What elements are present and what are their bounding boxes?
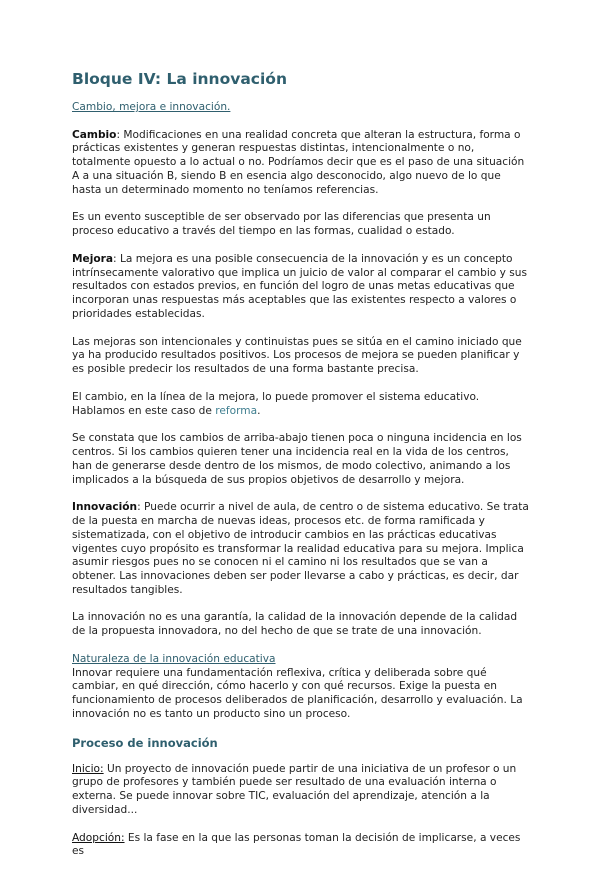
garantia-paragraph: La innovación no es una garantía, la calidad de la innovación depende de la calidad de la propuesta innovadora, no del hecho de que se trate de una innovación. bbox=[72, 611, 518, 638]
mejora-term: Mejora bbox=[72, 252, 114, 265]
adopcion-term: Adopción: bbox=[72, 831, 125, 844]
inicio-term: Inicio: bbox=[72, 762, 104, 775]
cambio-paragraph bbox=[72, 129, 532, 198]
mejoras-intencionales-paragraph: Las mejoras son intencionales y continuistas pues se sitúa en el camino iniciado que ya ha producido resultados positivos. Los procesos de mejora se pueden planificar y es posible predecir los resultados de una forma bastante precisa. bbox=[72, 335, 522, 376]
mejora-text: : La mejora es una posible consecuencia de la innovación y es un concepto intrínsecamente valorativo que implica un juicio de valor al comparar el cambio y sus resultados con estados previos, en función del logro de unas metas educativas que incorporan unas respuestas más aceptables que las existentes respecto a valores o prioridades establecidas. bbox=[72, 252, 528, 320]
mejora-paragraph bbox=[72, 253, 532, 322]
cambio-linea-end: . bbox=[257, 404, 261, 417]
innovacion-text: : Puede ocurrir a nivel de aula, de centro o de sistema educativo. Se trata de la puesta en marcha de nuevas ideas, procesos etc. de forma ramificada y sistematizada, con el objetivo de introducir cambios en las prácticas educativas vigentes cuyo propósito es transformar la realidad educativa para su mejora. Implica asumir riesgos pues no se conocen ni el camino ni los resultados que se van a obtener. Las innovaciones deben ser poder llevarse a cabo y prácticas, es decir, dar resultados tangibles. bbox=[72, 501, 529, 596]
inicio-text: Un proyecto de innovación puede partir de una iniciativa de un profesor o un grupo de profesores y también puede ser resultado de una evaluación interna o externa. Se puede innovar sobre TIC, evaluación del aprendizaje, atención a la diversidad... bbox=[72, 762, 517, 817]
proceso-heading: Proceso de innovación bbox=[72, 735, 218, 750]
evento-paragraph: Es un evento susceptible de ser observado por las diferencias que presenta un proceso educativo a través del tiempo en las formas, cualidad o estado. bbox=[72, 211, 491, 238]
reforma-link[interactable]: reforma bbox=[215, 404, 258, 417]
arriba-abajo-paragraph: Se constata que los cambios de arriba-abajo tienen poca o ninguna incidencia en los centros. Si los cambios quieren tener una incidencia real en la vida de los centros, han de generarse desde dentro de los mismos, de modo colectivo, animando a los implicados a la búsqueda de sus propios objetivos de desarrollo y mejora. bbox=[72, 432, 522, 486]
cambio-text: : Modificaciones en una realidad concreta que alteran la estructura, forma o prácticas existentes y generan respuestas distintas, intencionalmente o no, totalmente opuesto a lo actual o no. Podríamos decir que es el paso de una situación A a una situación B, siendo B en esencia algo desconocido, algo nuevo de lo que hasta un determinado momento no teníamos referencias. bbox=[72, 128, 525, 196]
naturaleza-paragraph: Innovar requiere una fundamentación reflexiva, crítica y deliberada sobre qué cambiar, en qué dirección, cómo hacerlo y con qué recursos. Exige la puesta en funcionamiento de procesos deliberados de planificación, desarrollo y evaluación. La innovación no es tanto un producto sino un proceso. bbox=[72, 666, 523, 721]
naturaleza-innovacion-link[interactable]: Naturaleza de la innovación educativa bbox=[72, 652, 276, 665]
innovacion-paragraph bbox=[72, 501, 532, 598]
inicio-paragraph bbox=[72, 763, 532, 818]
page-title: Bloque IV: La innovación bbox=[72, 70, 287, 88]
adopcion-paragraph bbox=[72, 832, 532, 860]
document-page bbox=[72, 70, 532, 873]
adopcion-text: Es la fase en la que las personas toman la decisión de implicarse, a veces es bbox=[72, 831, 521, 858]
cambio-term: Cambio bbox=[72, 128, 117, 141]
innovacion-term: Innovación bbox=[72, 501, 138, 514]
cambio-linea-text: El cambio, en la línea de la mejora, lo puede promover el sistema educativo. Hablamos en este caso de bbox=[72, 390, 480, 417]
cambio-linea-paragraph bbox=[72, 391, 532, 419]
cambio-mejora-innovacion-link[interactable]: Cambio, mejora e innovación. bbox=[72, 101, 231, 113]
